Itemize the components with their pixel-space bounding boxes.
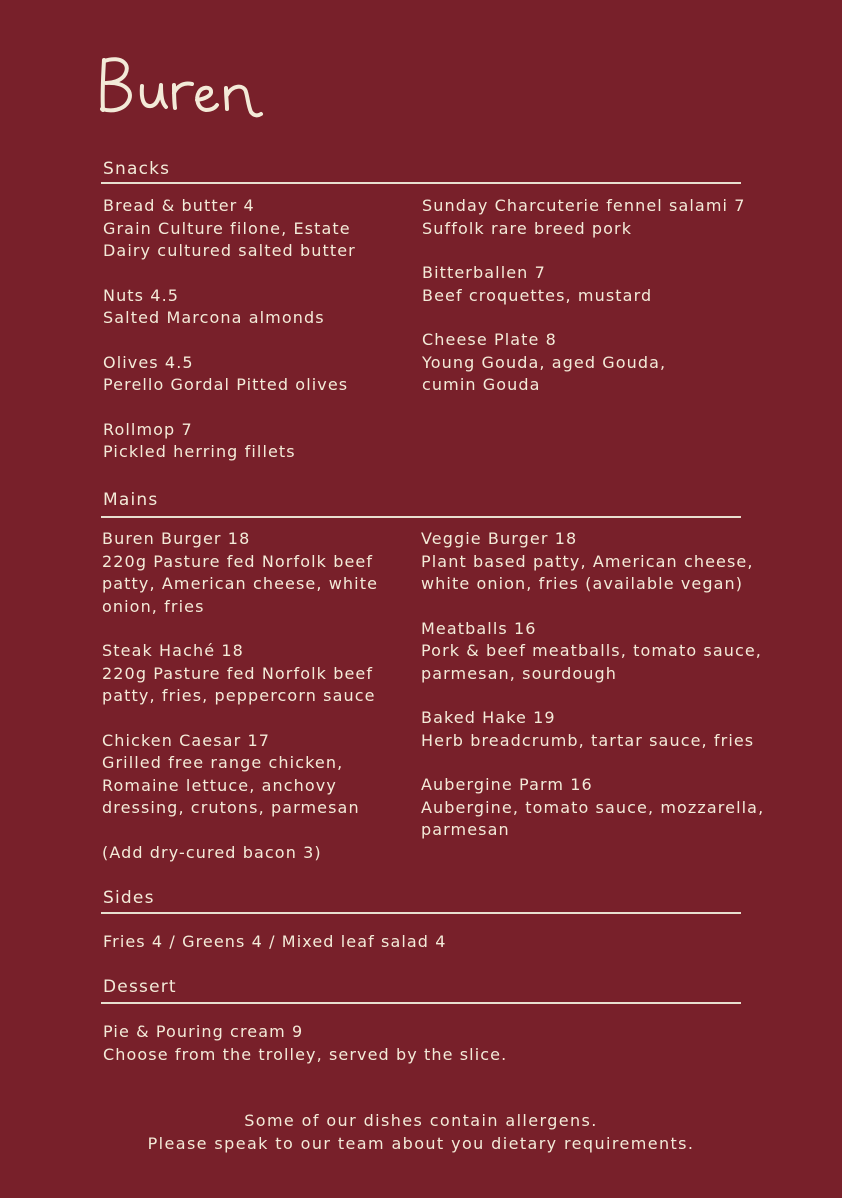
section-title-dessert: Dessert: [103, 977, 177, 997]
item-description: dressing, crutons, parmesan: [102, 798, 360, 817]
allergen-notice-line: Please speak to our team about you dietary requirements.: [147, 1133, 695, 1153]
item-name: Meatballs 16: [421, 618, 537, 638]
menu-item-bread-butter: [103, 195, 433, 263]
item-description: parmesan: [421, 820, 510, 839]
section-title-snacks: Snacks: [103, 159, 171, 179]
item-description: onion, fries: [102, 596, 205, 616]
section-title-sides: Sides: [103, 888, 155, 908]
snacks-left-column: [103, 195, 433, 486]
item-note: (Add dry-cured bacon 3): [102, 842, 322, 862]
item-description: Aubergine, tomato sauce, mozzarella,: [421, 797, 765, 817]
dessert-item: [103, 1021, 603, 1066]
menu-item-baked-hake: [421, 707, 755, 752]
item-description: Dairy cultured salted butter: [103, 241, 356, 260]
item-name: Pie & Pouring cream 9: [103, 1022, 304, 1041]
item-name: Chicken Caesar 17: [102, 730, 271, 750]
item-description: parmesan, sourdough: [421, 663, 617, 683]
sides-list: Fries 4 / Greens 4 / Mixed leaf salad 4: [103, 932, 447, 951]
menu-item-charcuterie: [422, 195, 752, 240]
item-description: Pickled herring fillets: [103, 442, 296, 461]
menu-item-aubergine-parm: [421, 774, 765, 842]
item-name: Bread & butter 4: [103, 196, 255, 215]
allergen-notice-line: Some of our dishes contain allergens.: [244, 1111, 598, 1130]
menu-item-add-bacon: [102, 842, 432, 865]
item-name: Baked Hake 19: [421, 708, 556, 727]
item-description: Grilled free range chicken,: [102, 753, 344, 772]
item-name: Rollmop 7: [103, 419, 193, 439]
section-divider-mains: [101, 516, 741, 518]
menu-item-veggie-burger: [421, 528, 754, 596]
item-name: Cheese Plate 8: [422, 330, 557, 349]
menu-item-chicken-caesar: [102, 730, 432, 820]
item-description: Plant based patty, American cheese,: [421, 551, 754, 571]
item-description: patty, fries, peppercorn sauce: [102, 686, 376, 705]
item-description: Romaine lettuce, anchovy: [102, 775, 337, 795]
item-description: Suffolk rare breed pork: [422, 218, 633, 238]
menu-item-olives: [103, 352, 433, 397]
item-description: Young Gouda, aged Gouda,: [422, 352, 667, 372]
allergen-notice: [0, 1110, 842, 1155]
menu-item-meatballs: [421, 618, 762, 686]
item-description: Beef croquettes, mustard: [422, 285, 653, 305]
menu-item-nuts: [103, 285, 433, 330]
item-name: Aubergine Parm 16: [421, 775, 593, 794]
section-divider-snacks: [101, 182, 741, 184]
item-name: Steak Haché 18: [102, 641, 244, 660]
item-description: 220g Pasture fed Norfolk beef: [102, 551, 374, 571]
section-divider-dessert: [101, 1002, 741, 1004]
item-description: Perello Gordal Pitted olives: [103, 375, 349, 394]
snacks-right-column: [422, 195, 752, 419]
item-description: white onion, fries (available vegan): [421, 574, 744, 593]
item-description: Herb breadcrumb, tartar sauce, fries: [421, 730, 755, 750]
menu-item-rollmop: [103, 419, 433, 464]
item-description: 220g Pasture fed Norfolk beef: [102, 663, 374, 683]
menu-item-bitterballen: [422, 262, 752, 307]
menu-item-steak-hache: [102, 640, 432, 708]
item-name: Nuts 4.5: [103, 285, 180, 305]
mains-right-column: [421, 528, 765, 864]
item-description: Salted Marcona almonds: [103, 308, 325, 327]
item-name: Sunday Charcuterie fennel salami 7: [422, 196, 746, 215]
buren-logo-handwriting: [96, 52, 268, 122]
section-title-mains: Mains: [103, 490, 159, 510]
item-description: patty, American cheese, white: [102, 574, 379, 593]
item-description: Grain Culture filone, Estate: [103, 218, 351, 238]
item-name: Veggie Burger 18: [421, 529, 578, 548]
item-name: Olives 4.5: [103, 352, 194, 372]
item-description: cumin Gouda: [422, 375, 541, 394]
item-name: Buren Burger 18: [102, 529, 251, 548]
item-name: Bitterballen 7: [422, 263, 546, 282]
item-description: Pork & beef meatballs, tomato sauce,: [421, 641, 762, 660]
section-divider-sides: [101, 912, 741, 914]
item-description: Choose from the trolley, served by the slice.: [103, 1044, 508, 1064]
buren-logo: [96, 52, 268, 122]
menu-item-buren-burger: [102, 528, 432, 618]
mains-left-column: [102, 528, 432, 886]
menu-item-cheese-plate: [422, 329, 752, 397]
